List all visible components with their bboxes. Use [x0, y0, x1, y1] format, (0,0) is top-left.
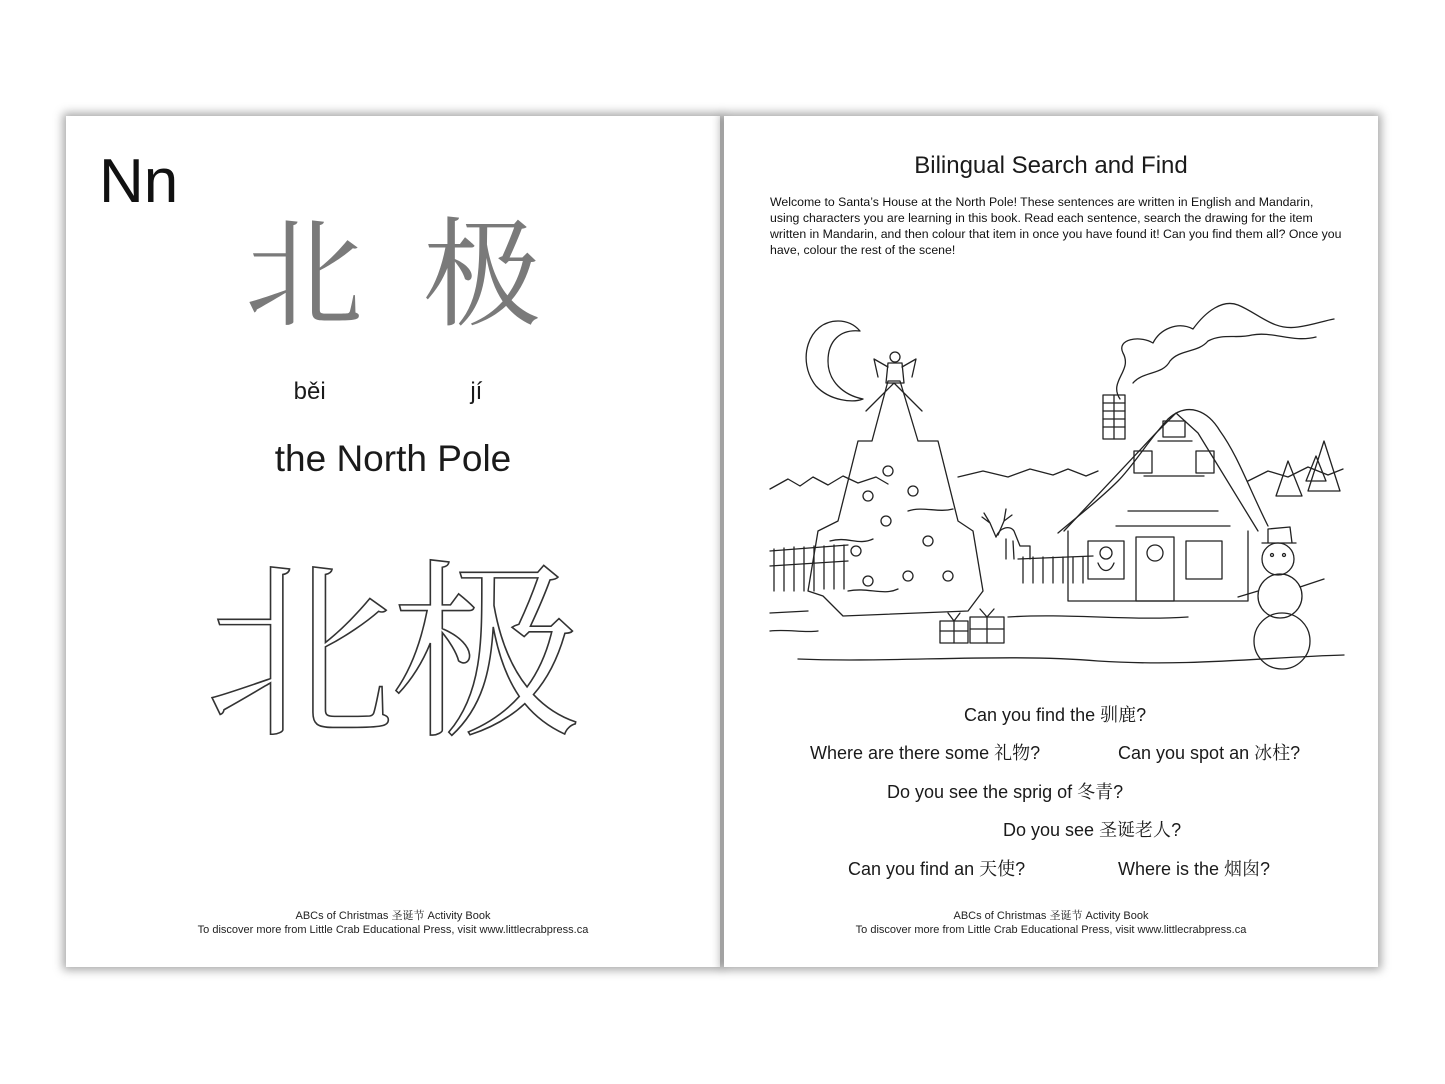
question-mark: ?: [1113, 782, 1124, 802]
fence: [770, 545, 1093, 591]
question-mark: ?: [1260, 859, 1271, 879]
question-holly: [887, 778, 1123, 804]
distant-pines: [1276, 441, 1340, 496]
question-hanzi: 冰柱: [1254, 743, 1291, 764]
question-mark: ?: [1015, 859, 1026, 879]
question-text: Do you see the sprig of: [887, 782, 1078, 802]
presents: [940, 609, 1004, 643]
trace-char-2: 极: [391, 544, 582, 765]
question-chimney: [1118, 855, 1270, 881]
reindeer: [982, 509, 1030, 559]
right-page: [724, 116, 1378, 967]
footer-book-title: ABCs of Christmas 圣诞节 Activity Book: [295, 910, 491, 922]
question-mark: ?: [1136, 705, 1147, 725]
hanzi-char-2: 极: [423, 206, 542, 344]
pinyin-row: [66, 378, 720, 406]
question-reindeer: [964, 701, 1146, 727]
question-mark: ?: [1030, 743, 1041, 763]
pinyin-2: jí: [470, 378, 483, 405]
question-hanzi: 驯鹿: [1100, 705, 1137, 726]
angel-topper: [874, 352, 916, 383]
question-hanzi: 礼物: [994, 743, 1031, 764]
alphabet-letter: Nn: [99, 147, 179, 216]
question-hanzi: 烟囱: [1224, 859, 1261, 880]
question-hanzi: 圣诞老人: [1099, 820, 1172, 841]
question-hanzi: 天使: [979, 859, 1016, 880]
hanzi-row: [66, 206, 720, 344]
english-meaning: the North Pole: [274, 438, 512, 479]
footer: [66, 909, 720, 937]
left-page: [66, 116, 720, 967]
question-presents: [810, 739, 1040, 765]
question-text: Can you find the: [964, 705, 1101, 725]
tracing-characters: [66, 544, 720, 765]
question-text: Where are there some: [810, 743, 995, 763]
footer-book-title: ABCs of Christmas 圣诞节 Activity Book: [953, 910, 1149, 922]
question-mark: ?: [1290, 743, 1301, 763]
question-text: Can you find an: [848, 859, 980, 879]
smoke: [1117, 303, 1334, 399]
north-pole-coloring-illustration: [768, 291, 1346, 671]
footer-website: To discover more from Little Crab Educational Press, visit www.littlecrabpress.ca: [197, 924, 589, 936]
pinyin-1: běi: [293, 378, 326, 405]
question-santa: [1003, 816, 1181, 842]
footer: [724, 909, 1378, 937]
snowman: [1238, 527, 1324, 669]
hanzi-char-1: 北: [244, 206, 363, 344]
intro-paragraph: Welcome to Santa’s House at the North Pole! These sentences are written in English and Mandarin, using characters you are learning in this book. Read each sentence, search the drawing for the item written in Mandarin, and then colour that item in once you have found it! Can you find them all? Once you have, colour the rest of the scene!: [770, 195, 1342, 257]
trace-char-1: 北: [204, 544, 395, 765]
page-title: Bilingual Search and Find: [914, 152, 1188, 179]
question-angel: [848, 855, 1025, 881]
santa-in-window: [1098, 547, 1114, 571]
footer-website: To discover more from Little Crab Educational Press, visit www.littlecrabpress.ca: [855, 924, 1247, 936]
question-text: Do you see: [1003, 820, 1100, 840]
treeline: [770, 467, 1343, 489]
santa-house: [1058, 395, 1268, 601]
question-icicle: [1118, 739, 1300, 765]
question-hanzi: 冬青: [1077, 782, 1114, 803]
question-mark: ?: [1171, 820, 1182, 840]
question-text: Where is the: [1118, 859, 1225, 879]
moon: [806, 321, 863, 401]
question-text: Can you spot an: [1118, 743, 1255, 763]
